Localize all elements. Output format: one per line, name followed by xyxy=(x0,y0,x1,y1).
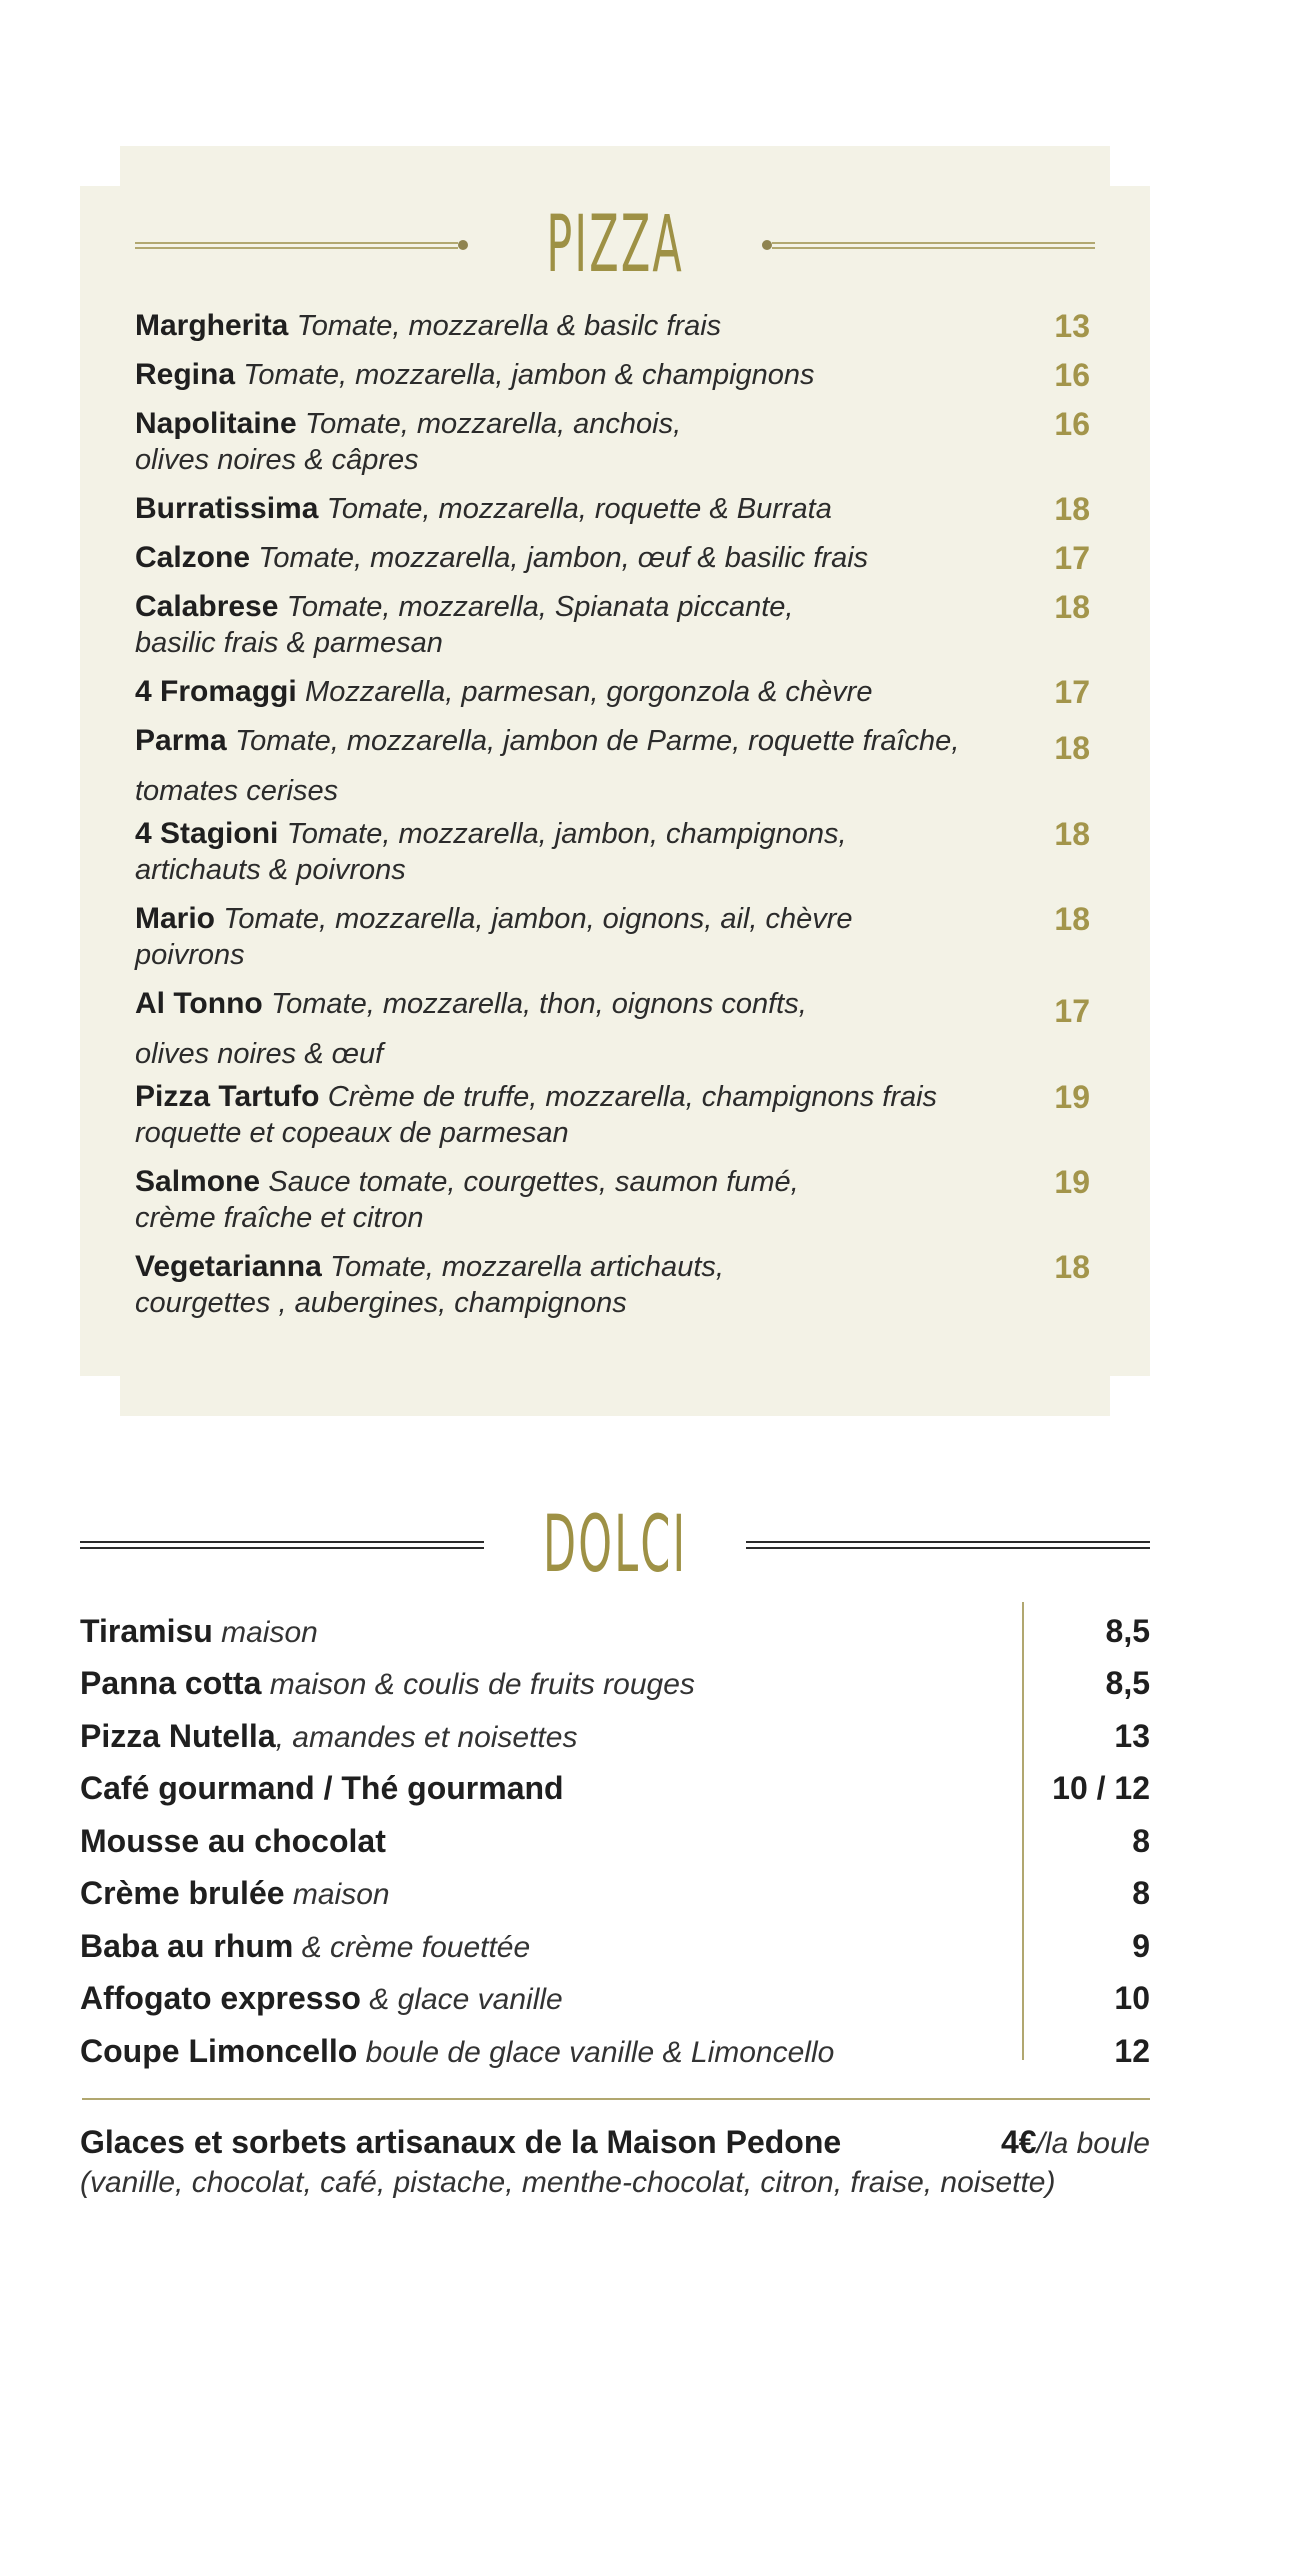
item-price: 17 xyxy=(1054,674,1090,710)
item-desc: Mozzarella, parmesan, gorgonzola & chèvre xyxy=(305,676,873,708)
item-name: Parma xyxy=(135,724,227,757)
menu-item xyxy=(80,1920,1150,1973)
item-desc: boule de glace vanille & Limoncello xyxy=(357,2035,835,2069)
item-desc: Sauce tomate, courgettes, saumon fumé, xyxy=(268,1166,799,1198)
item-price: 8,5 xyxy=(1105,1612,1150,1649)
item-name: Panna cotta xyxy=(80,1665,262,1702)
item-desc-continued: basilic frais & parmesan xyxy=(135,627,443,659)
item-price: 17 xyxy=(1054,540,1090,576)
item-name: Margherita xyxy=(135,309,289,342)
item-name: Café gourmand / Thé gourmand xyxy=(80,1770,564,1807)
item-desc: , amandes et noisettes xyxy=(275,1720,578,1754)
item-desc: Tomate, mozzarella, jambon, champignons, xyxy=(286,818,847,850)
item-desc: Tomate, mozzarella, jambon, oignons, ail, chèvre xyxy=(223,903,853,935)
item-price: 8,5 xyxy=(1105,1665,1150,1702)
item-desc: Tomate, mozzarella, jambon & champignons xyxy=(243,359,815,391)
item-desc: Tomate, mozzarella, thon, oignons confts, xyxy=(271,988,807,1020)
menu-item xyxy=(135,1164,1095,1236)
item-price: 8 xyxy=(1132,1875,1150,1912)
bullet-dot-icon xyxy=(762,240,772,250)
item-desc: Tomate, mozzarella, jambon, œuf & basilic frais xyxy=(258,542,869,574)
divider-right xyxy=(772,242,1095,249)
item-desc: maison xyxy=(212,1615,318,1649)
item-desc: Crème de truffe, mozzarella, champignons frais xyxy=(327,1081,938,1113)
item-desc: maison xyxy=(284,1878,390,1912)
menu-item xyxy=(135,901,1095,973)
menu-item xyxy=(135,406,1095,478)
menu-item xyxy=(135,308,1095,344)
item-desc-continued: olives noires & œuf xyxy=(135,1038,384,1070)
gelato-flavours: (vanille, chocolat, café, pistache, menthe-chocolat, citron, fraise, noisette) xyxy=(80,2166,1056,2199)
item-price: 17 xyxy=(1054,993,1090,1029)
gelato-section xyxy=(80,2122,1150,2202)
divider-left xyxy=(135,242,458,249)
menu-item xyxy=(135,979,1095,1079)
menu-item xyxy=(135,357,1095,393)
gelato-price-value: 4€ xyxy=(1000,2124,1037,2160)
item-desc: Tomate, mozzarella artichauts, xyxy=(330,1251,724,1283)
item-price: 18 xyxy=(1054,901,1090,937)
item-price: 16 xyxy=(1054,357,1090,393)
item-name: Tiramisu xyxy=(80,1612,213,1649)
pizza-header xyxy=(135,190,1095,300)
item-price: 10 xyxy=(1114,1980,1150,2017)
item-desc: Tomate, mozzarella & basilc frais xyxy=(296,310,722,342)
menu-item xyxy=(80,1658,1150,1711)
gelato-price xyxy=(1001,2122,1150,2164)
bullet-dot-icon xyxy=(458,240,468,250)
menu-item xyxy=(135,674,1095,710)
item-price: 18 xyxy=(1054,589,1090,625)
divider-right xyxy=(746,1541,1150,1549)
menu-item xyxy=(135,716,1095,816)
menu-item xyxy=(135,540,1095,576)
item-desc-continued: courgettes , aubergines, champignons xyxy=(135,1287,627,1319)
item-desc: & glace vanille xyxy=(360,1983,563,2017)
menu-item xyxy=(135,1249,1095,1321)
item-price: 13 xyxy=(1114,1717,1150,1754)
menu-item xyxy=(135,491,1095,527)
menu-item xyxy=(80,1973,1150,2026)
item-price: 18 xyxy=(1054,816,1090,852)
item-desc-continued: tomates cerises xyxy=(135,775,339,807)
item-desc-continued: artichauts & poivrons xyxy=(135,854,406,886)
item-name: Calabrese xyxy=(135,590,279,623)
menu-item xyxy=(80,1868,1150,1921)
item-price: 18 xyxy=(1054,730,1090,766)
item-price: 9 xyxy=(1132,1927,1150,1964)
item-desc-continued: crème fraîche et citron xyxy=(135,1202,424,1234)
divider-left xyxy=(80,1541,484,1549)
item-name: Affogato expresso xyxy=(80,1980,361,2017)
item-name: Napolitaine xyxy=(135,407,297,440)
menu-item xyxy=(135,816,1095,888)
item-price: 10 / 12 xyxy=(1052,1770,1150,1807)
item-name: Pizza Tartufo xyxy=(135,1080,320,1113)
item-price: 19 xyxy=(1054,1079,1090,1115)
item-name: Baba au rhum xyxy=(80,1927,294,1964)
item-name: Mousse au chocolat xyxy=(80,1822,386,1859)
item-desc: maison & coulis de fruits rouges xyxy=(261,1668,695,1702)
dolci-list xyxy=(80,1605,1150,2078)
item-price: 16 xyxy=(1054,406,1090,442)
pizza-title: PIZZA xyxy=(546,200,684,290)
item-name: Coupe Limoncello xyxy=(80,2032,358,2069)
item-price: 12 xyxy=(1114,2032,1150,2069)
section-divider xyxy=(82,2098,1150,2100)
item-desc-continued: poivrons xyxy=(135,939,245,971)
menu-item xyxy=(80,1763,1150,1816)
item-price: 18 xyxy=(1054,1249,1090,1285)
gelato-name: Glaces et sorbets artisanaux de la Maison Pedone xyxy=(80,2124,842,2160)
pizza-list xyxy=(135,308,1095,1334)
item-price: 19 xyxy=(1054,1164,1090,1200)
item-price: 8 xyxy=(1132,1822,1150,1859)
item-price: 13 xyxy=(1054,308,1090,344)
item-desc: & crème fouettée xyxy=(293,1930,531,1964)
item-name: Al Tonno xyxy=(135,987,263,1020)
menu-item xyxy=(80,2025,1150,2078)
dolci-header xyxy=(80,1490,1150,1600)
item-name: Burratissima xyxy=(135,492,319,525)
item-desc-continued: olives noires & câpres xyxy=(135,444,419,476)
item-name: Crème brulée xyxy=(80,1875,285,1912)
item-desc: Tomate, mozzarella, Spianata piccante, xyxy=(286,591,794,623)
menu-item xyxy=(135,589,1095,661)
item-name: Calzone xyxy=(135,541,251,574)
menu-item xyxy=(80,1815,1150,1868)
item-desc: Tomate, mozzarella, jambon de Parme, roquette fraîche, xyxy=(235,725,960,757)
item-name: 4 Fromaggi xyxy=(135,675,297,708)
item-price: 18 xyxy=(1054,491,1090,527)
item-name: Salmone xyxy=(135,1165,261,1198)
menu-item xyxy=(80,1710,1150,1763)
menu-item xyxy=(80,1605,1150,1658)
gelato-price-unit: /la boule xyxy=(1036,2127,1150,2160)
item-name: 4 Stagioni xyxy=(135,817,279,850)
item-name: Pizza Nutella xyxy=(80,1717,276,1754)
menu-item xyxy=(135,1079,1095,1151)
dolci-title: DOLCI xyxy=(542,1500,688,1590)
item-desc: Tomate, mozzarella, roquette & Burrata xyxy=(326,493,832,525)
item-name: Regina xyxy=(135,358,236,391)
item-desc-continued: roquette et copeaux de parmesan xyxy=(135,1117,569,1149)
item-name: Mario xyxy=(135,902,216,935)
item-name: Vegetarianna xyxy=(135,1250,322,1283)
item-desc: Tomate, mozzarella, anchois, xyxy=(305,408,682,440)
